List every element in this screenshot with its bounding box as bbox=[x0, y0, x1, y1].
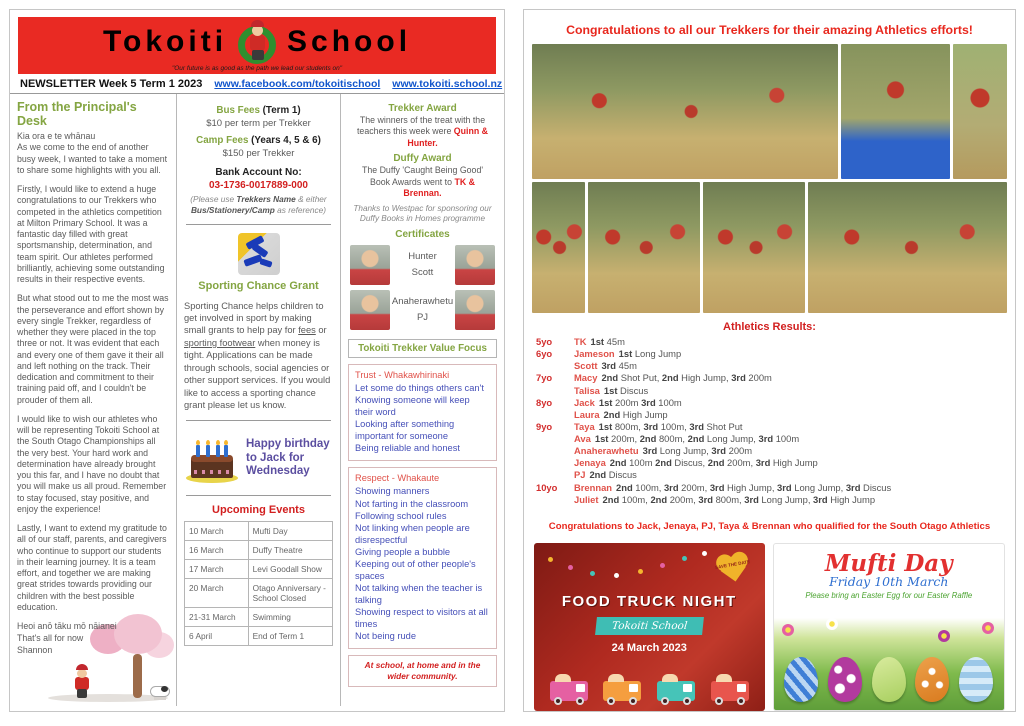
result-row bbox=[536, 421, 1015, 433]
birthday-message: Happy birthday to Jack for Wednesday bbox=[246, 438, 330, 478]
ground-shadow bbox=[48, 694, 168, 702]
bus-fees-amount: $10 per term per Trekker bbox=[206, 118, 311, 129]
trust-line: Knowing someone will keep their word bbox=[355, 395, 470, 418]
respect-heading: Respect - Whakaute bbox=[355, 473, 440, 484]
value-focus-footer: At school, at home and in the wider community. bbox=[348, 655, 497, 687]
flame bbox=[224, 440, 228, 445]
result-detail: 1st 200m 3rd 100m bbox=[598, 396, 682, 408]
string-light bbox=[590, 571, 595, 576]
truck-window bbox=[737, 684, 746, 692]
tree-trunk bbox=[133, 654, 142, 698]
respect-line: Giving people a bubble bbox=[355, 546, 451, 557]
certificate-row bbox=[350, 245, 495, 285]
mufti-day-poster bbox=[773, 543, 1006, 711]
result-name: Taya bbox=[574, 420, 595, 432]
event-posters bbox=[534, 543, 1005, 711]
award-text: The winners of the treat with the teachers this week were bbox=[356, 115, 486, 137]
result-age bbox=[536, 469, 574, 481]
string-light bbox=[638, 569, 643, 574]
candle bbox=[216, 445, 220, 457]
bank-reference-note bbox=[184, 194, 333, 216]
child-figure bbox=[76, 664, 88, 670]
note-text: as reference) bbox=[274, 204, 327, 215]
result-row bbox=[536, 494, 1015, 506]
mascot-body bbox=[250, 35, 265, 51]
note-bold: Trekkers Name bbox=[236, 194, 296, 204]
certificate-name: Scott bbox=[411, 267, 434, 279]
event-date: 21-31 March bbox=[185, 607, 249, 626]
truck-window bbox=[683, 684, 692, 692]
birthday-cake-icon bbox=[184, 435, 240, 483]
food-truck-title: FOOD TRUCK NIGHT bbox=[561, 592, 737, 610]
food-truck-icon bbox=[711, 681, 749, 701]
camp-fees-heading bbox=[184, 135, 333, 146]
athletics-results-heading: Athletics Results: bbox=[723, 321, 816, 333]
certificate-names bbox=[390, 246, 455, 283]
camp-fees-amount: $150 per Trekker bbox=[222, 148, 295, 159]
banner-title-right: School bbox=[287, 24, 412, 58]
result-age: 9yo bbox=[536, 420, 553, 432]
principal-paragraph: I would like to wish our athletes who will be representing Tokoiti School at the South Otago Championships all the very best. Your hard work and determination have already brought you this far, and I have no doubt that you will make us all proud. Remember to stay focused, stay positive, and enjoy the experience! bbox=[17, 413, 167, 514]
sporting-grant-heading: Sporting Chance Grant bbox=[198, 279, 319, 292]
mascot-cap bbox=[251, 20, 264, 27]
respect-line: Showing respect to visitors at all times bbox=[355, 607, 488, 630]
event-row bbox=[185, 521, 333, 540]
result-name: Jameson bbox=[574, 348, 615, 360]
event-name: Otago Anniversary - School Closed bbox=[248, 578, 332, 607]
student-photo bbox=[455, 290, 495, 330]
duffy-sponsor-note: Thanks to Westpac for sponsoring our Duffy Books in Homes programme bbox=[353, 203, 492, 224]
result-row bbox=[536, 445, 1015, 457]
event-date: 6 April bbox=[185, 626, 249, 645]
signoff-line: Shannon bbox=[17, 644, 53, 655]
food-truck-night-poster bbox=[534, 543, 765, 711]
result-name: Anaherawhetu bbox=[574, 445, 639, 457]
bus-fees-term: (Term 1) bbox=[259, 105, 301, 116]
trust-line: Looking after something important for someone bbox=[355, 419, 455, 442]
trust-line: Being reliable and honest bbox=[355, 443, 460, 454]
child-figure bbox=[77, 689, 87, 698]
certificate-name: Anaherawhetu bbox=[391, 296, 454, 308]
result-detail: 3rd Long Jump, 3rd 200m bbox=[642, 445, 753, 457]
result-row bbox=[536, 348, 1015, 360]
camp-fees-years: (Years 4, 5 & 6) bbox=[248, 135, 321, 146]
truck-wheel bbox=[661, 697, 669, 705]
easter-egg-icon bbox=[959, 657, 993, 702]
result-age bbox=[536, 433, 574, 445]
result-age: 8yo bbox=[536, 396, 553, 408]
food-truck-school-ribbon: Tokoiti School bbox=[595, 617, 704, 635]
event-name: Swimming bbox=[248, 607, 332, 626]
runner-shape bbox=[243, 254, 262, 267]
principal-paragraph: Firstly, I would like to extend a huge congratulations to our Trekkers who competed in the athletics competition at Milton Primary School. It was a fantastic day filled with great sportsmanship, determination, and team spirit. Our athletes performed brilliantly, achieving some outstanding results in their respective events. bbox=[17, 184, 165, 284]
result-row bbox=[536, 397, 1015, 409]
student-photo bbox=[350, 245, 390, 285]
string-light bbox=[660, 563, 665, 568]
newsletter-title: NEWSLETTER Week 5 Term 1 2023 bbox=[20, 78, 203, 90]
truck-wheel bbox=[554, 697, 562, 705]
result-row bbox=[536, 360, 1015, 372]
truck-wheel bbox=[629, 697, 637, 705]
grant-text: Sporting Chance helps children to get involved in sport by making small grants to help pay for bbox=[184, 300, 324, 336]
certificate-name: PJ bbox=[416, 312, 429, 324]
result-detail: 3rd 45m bbox=[601, 360, 637, 372]
athletics-photo-collage bbox=[532, 44, 1007, 313]
candle bbox=[196, 445, 200, 457]
note-text: & either bbox=[295, 194, 327, 204]
event-date: 10 March bbox=[185, 521, 249, 540]
result-name: Jenaya bbox=[574, 457, 606, 469]
food-truck-icons bbox=[534, 681, 765, 701]
mufti-day-title: Mufti Day bbox=[824, 549, 953, 577]
result-row bbox=[536, 433, 1015, 445]
truck-window bbox=[629, 684, 638, 692]
event-row bbox=[185, 578, 333, 607]
signoff-line: Heoi anō tāku mō nāianei bbox=[17, 621, 117, 631]
respect-line: Not being rude bbox=[355, 631, 416, 642]
duffy-award-heading: Duffy Award bbox=[393, 153, 452, 165]
event-name: Levi Goodall Show bbox=[248, 559, 332, 578]
principal-paragraph: Lastly, I want to extend my gratitude to all of our staff, parents, and caregivers who continue to support our students in their learning journey. It is a team effort, and together we are making great strides towards providing our children with the best possible education. bbox=[17, 523, 167, 612]
string-light bbox=[702, 551, 707, 556]
certificate-name: Hunter bbox=[408, 251, 437, 263]
truck-wheel bbox=[715, 697, 723, 705]
athletics-photo-group bbox=[808, 182, 1007, 313]
flower-icon bbox=[826, 618, 838, 630]
result-age: 10yo bbox=[536, 481, 558, 493]
truck-wheel bbox=[683, 697, 691, 705]
trekker-award-heading: Trekker Award bbox=[388, 103, 457, 114]
easter-egg-icon bbox=[784, 657, 818, 702]
result-name: Ava bbox=[574, 433, 591, 444]
mufti-day-date: Friday 10th March bbox=[829, 573, 949, 589]
result-age: 6yo bbox=[536, 348, 553, 360]
grant-link-footwear[interactable]: sporting footwear bbox=[184, 337, 256, 348]
mufti-day-note: Please bring an Easter Egg for our Easter Raffle bbox=[805, 590, 973, 600]
website-link[interactable]: www.tokoiti.school.nz bbox=[392, 78, 503, 90]
truck-wheel bbox=[737, 697, 745, 705]
string-light bbox=[614, 573, 619, 578]
upcoming-events-heading: Upcoming Events bbox=[212, 503, 305, 516]
student-photo bbox=[455, 245, 495, 285]
result-row bbox=[536, 385, 1015, 397]
save-the-date-label: SAVE THE DATE bbox=[714, 558, 750, 570]
result-detail: 1st 200m, 2nd 800m, 2nd Long Jump, 3rd 100m bbox=[594, 433, 800, 444]
respect-line: Not linking when people are disrespectful bbox=[355, 522, 470, 545]
runner-shape bbox=[259, 258, 272, 267]
certificates-heading: Certificates bbox=[395, 228, 450, 240]
signoff-line: That's all for now bbox=[17, 632, 84, 643]
respect-line: Showing manners bbox=[355, 486, 430, 497]
trekker-award-text bbox=[352, 115, 493, 149]
string-light bbox=[568, 565, 573, 570]
result-age bbox=[536, 494, 574, 506]
notices-column bbox=[176, 94, 341, 706]
trekker-award-winners: Quinn & Hunter. bbox=[407, 126, 489, 148]
truck-food bbox=[716, 674, 732, 682]
result-row bbox=[536, 457, 1015, 469]
award-text: The Duffy 'Caught Being Good' Book Awards went to bbox=[361, 165, 484, 187]
athletics-photo-long-jump bbox=[841, 44, 950, 179]
sporting-grant-text bbox=[184, 300, 333, 412]
facebook-link[interactable]: www.facebook.com/tokoitischool bbox=[214, 78, 381, 90]
school-mascot-icon bbox=[235, 20, 279, 66]
grant-text: when money is tight. Applications can be made through schools, social agencies or other support services. If you would like to access a sporting chance grant please let us know. bbox=[184, 337, 331, 411]
value-focus-heading: Tokoiti Trekker Value Focus bbox=[348, 339, 497, 358]
event-row bbox=[185, 540, 333, 559]
result-row bbox=[536, 409, 1015, 421]
duffy-award-winners: TK & Brennan. bbox=[403, 176, 475, 199]
easter-eggs bbox=[774, 657, 1005, 702]
result-detail: 1st 800m, 3rd 100m, 3rd Shot Put bbox=[598, 420, 743, 432]
athletics-photo-young-runner bbox=[532, 182, 585, 313]
athletics-photo-student-portrait bbox=[953, 44, 1007, 179]
truck-food bbox=[555, 674, 571, 682]
result-row bbox=[536, 372, 1015, 384]
easter-egg-icon bbox=[915, 657, 949, 702]
newsletter-page-2 bbox=[523, 9, 1016, 712]
result-name: PJ bbox=[574, 469, 586, 481]
result-detail: 2nd 100m, 3rd 200m, 3rd High Jump, 3rd Long Jump, 3rd Discus bbox=[616, 481, 892, 493]
result-detail: 1st Long Jump bbox=[618, 348, 682, 360]
easter-egg-scene bbox=[774, 618, 1005, 710]
principal-paragraph: As we come to the end of another busy week, I wanted to take a moment to share some highlights with you all. bbox=[17, 142, 168, 175]
note-text: (Please use bbox=[190, 194, 237, 204]
school-motto: "Our future is as good as the path we lead our students on" bbox=[171, 65, 343, 72]
south-otago-qualifiers-text: Congratulations to Jack, Jenaya, PJ, Taya & Brennan who qualified for the South Otago Athletics bbox=[548, 520, 991, 532]
easter-egg-icon bbox=[872, 657, 906, 702]
event-row bbox=[185, 607, 333, 626]
flower-icon bbox=[782, 624, 794, 636]
athletics-photo-sprint bbox=[588, 182, 700, 313]
result-age bbox=[536, 457, 574, 469]
certificate-row bbox=[350, 290, 495, 330]
result-age: 7yo bbox=[536, 372, 553, 384]
flame bbox=[216, 440, 220, 445]
flower-icon bbox=[938, 630, 950, 642]
bank-account-heading: Bank Account No: bbox=[215, 167, 302, 178]
bus-fees-label: Bus Fees bbox=[216, 105, 260, 116]
result-detail: 1st Discus bbox=[603, 384, 649, 396]
event-date: 17 March bbox=[185, 559, 249, 578]
athletics-photo-high-jump bbox=[703, 182, 805, 313]
food-truck-icon bbox=[550, 681, 588, 701]
trust-heading: Trust - Whakawhirinaki bbox=[355, 369, 450, 380]
athletics-photo-running-race bbox=[532, 44, 838, 179]
respect-line: Following school rules bbox=[355, 510, 447, 521]
food-truck-icon bbox=[603, 681, 641, 701]
event-row bbox=[185, 559, 333, 578]
result-name: TK bbox=[574, 336, 587, 347]
result-detail: 2nd 100m, 2nd 200m, 3rd 800m, 3rd Long Jump, 3rd High Jump bbox=[602, 493, 876, 505]
event-row bbox=[185, 626, 333, 645]
truck-wheel bbox=[576, 697, 584, 705]
mascot-legs bbox=[252, 50, 264, 60]
birthday-notice bbox=[184, 429, 333, 487]
string-light bbox=[682, 556, 687, 561]
result-name: Juliet bbox=[574, 493, 599, 505]
event-name: End of Term 1 bbox=[248, 626, 332, 645]
divider bbox=[186, 420, 331, 421]
trust-line: Let some do things others can't bbox=[355, 382, 484, 393]
truck-wheel bbox=[607, 697, 615, 705]
respect-line: Keeping out of other people's spaces bbox=[355, 558, 476, 582]
event-name: Duffy Theatre bbox=[248, 540, 332, 559]
masthead bbox=[10, 74, 504, 94]
result-row bbox=[536, 469, 1015, 481]
bank-account-number: 03-1736-0017889-000 bbox=[209, 180, 308, 191]
result-age: 5yo bbox=[536, 336, 553, 347]
flame bbox=[196, 440, 200, 445]
awards-column bbox=[341, 94, 504, 706]
respect-line: Not talking when the teacher is talking bbox=[355, 583, 483, 606]
event-date: 20 March bbox=[185, 578, 249, 607]
result-detail: 1st 45m bbox=[590, 336, 625, 347]
principal-signoff bbox=[17, 621, 169, 657]
principal-column bbox=[10, 94, 176, 706]
student-photo bbox=[350, 290, 390, 330]
respect-line: Not farting in the classroom bbox=[355, 498, 469, 509]
food-truck-icon bbox=[657, 681, 695, 701]
banner-title-left: Tokoiti bbox=[102, 24, 228, 58]
respect-value-box bbox=[348, 467, 497, 649]
trust-value-box bbox=[348, 364, 497, 462]
result-name: Brennan bbox=[574, 481, 613, 493]
divider bbox=[186, 495, 331, 496]
grant-link-fees[interactable]: fees bbox=[298, 325, 316, 336]
school-banner bbox=[18, 17, 496, 74]
candle bbox=[224, 445, 228, 457]
child-figure bbox=[77, 669, 87, 678]
athletics-congratulations-title: Congratulations to all our Trekkers for their amazing Athletics efforts! bbox=[566, 23, 973, 37]
duffy-award-text bbox=[352, 165, 493, 199]
cake-sprinkles bbox=[194, 470, 230, 474]
result-age bbox=[536, 445, 574, 457]
result-name: Laura bbox=[574, 408, 600, 420]
camp-fees-label: Camp Fees bbox=[196, 135, 249, 146]
result-detail: 2nd 100m 2nd Discus, 2nd 200m, 3rd High Jump bbox=[609, 457, 818, 469]
truck-food bbox=[662, 674, 678, 682]
string-light bbox=[548, 557, 553, 562]
food-truck-date: 24 March 2023 bbox=[611, 641, 687, 654]
flower-icon bbox=[982, 622, 994, 634]
result-age bbox=[536, 385, 574, 397]
result-name: Scott bbox=[574, 360, 598, 372]
sporting-chance-logo-icon bbox=[238, 233, 280, 275]
result-detail: 2nd Discus bbox=[589, 469, 637, 481]
save-the-date-heart-icon bbox=[712, 548, 753, 586]
truck-window bbox=[576, 684, 585, 692]
dog-figure bbox=[161, 686, 168, 692]
truck-food bbox=[608, 674, 624, 682]
result-name: Macy bbox=[574, 372, 598, 384]
principal-heading: From the Principal's Desk bbox=[17, 100, 137, 128]
bus-fees-heading bbox=[184, 105, 333, 116]
result-detail: 2nd Shot Put, 2nd High Jump, 3rd 200m bbox=[601, 372, 772, 384]
athletics-results-list bbox=[536, 336, 1015, 506]
result-age bbox=[536, 360, 574, 372]
certificate-names bbox=[390, 291, 455, 328]
result-row bbox=[536, 336, 1015, 348]
event-date: 16 March bbox=[185, 540, 249, 559]
easter-egg-icon bbox=[828, 657, 862, 702]
result-detail: 2nd High Jump bbox=[603, 408, 668, 420]
result-name: Jack bbox=[574, 396, 595, 408]
grant-text: or bbox=[315, 325, 327, 336]
result-name: Talisa bbox=[574, 384, 600, 396]
principal-paragraph: Kia ora e te whānau bbox=[17, 131, 96, 141]
principal-paragraph: But what stood out to me the most was the perseverance and effort shown by every single Trekker, regardless of whether they were placed in the top three or not. It was evident that each and every one of them gave it their all and left nothing on the track. Their dedication and commitment to their training paid off, and I couldn't be prouder of them all. bbox=[17, 293, 169, 405]
upcoming-events-table bbox=[184, 521, 333, 646]
divider bbox=[186, 224, 331, 225]
result-row bbox=[536, 482, 1015, 494]
flame bbox=[206, 440, 210, 445]
note-bold: Bus/Stationery/Camp bbox=[190, 204, 275, 215]
candle bbox=[206, 445, 210, 457]
newsletter-page-1 bbox=[9, 9, 505, 712]
result-age bbox=[536, 409, 574, 421]
event-name: Mufti Day bbox=[248, 521, 332, 540]
